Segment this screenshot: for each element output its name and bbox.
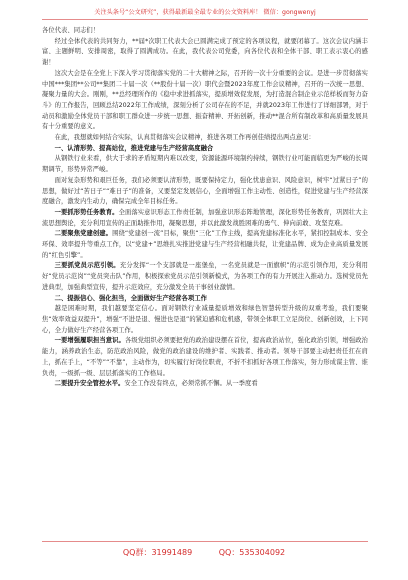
header-banner: 关注头条号“公文研究”，获得最新最全最专业的公文资料库！ 微信：gongwenyj xyxy=(94,9,316,16)
paragraph: 面对复杂形势和艰巨任务，我们必须要认清形势，既要保持定力，强化忧患意识、风险意识，树牢“过紧日子”的思想，做好过“苦日子”“难日子”的准备，又要坚定发展信心，全面增强工作主动性、创造性，促进党建与生产经营深度融合，激发内生动力，确保完成全年目标任务。 xyxy=(42,176,368,206)
footer-qq-group: QQ群：31991489 xyxy=(122,548,193,557)
footer-divider xyxy=(42,541,368,542)
paragraph: 经过全体代表的共同努力，**届*次职工代表大会已圆满完成了预定的各项议程，就要闭幕了。这次会议内涵丰富、主题鲜明、安排周密，取得了圆满成功。在此，我代表公司党委，向各位代表和全体干部、职工表示衷心的感谢！ xyxy=(42,37,368,67)
sub-item-text: 充分发挥“一个支部就是一座堡垒，一名党员就是一面旗帜”的示范引领作用，充分利用好“党员示范岗”“党员突击队”作用，积极探索党员示范引领新模式，为各项工作的有力开展注入推动力。选树党员先进典型，加强典型宣传，提升示范效应，充分激发全员干事创业激情。 xyxy=(42,262,368,291)
footer-qq: QQ：535304092 xyxy=(218,548,286,557)
sub-item xyxy=(42,379,368,390)
sub-item-text: 围绕“党建创一流”目标，聚焦“三化”工作主线，提高党建标准化水平，紧扣控制成本、安全环保、效率提升等重点工作，以“党建+”思维扎实推进党建与生产经营相融共促，让党建品牌、成为企业高质量发展的“红色引擎”。 xyxy=(42,230,368,259)
section-heading: 二、提振信心、强化担当，全面做好生产经营各项工作 xyxy=(54,294,207,302)
sub-item-text: 各级党组织必须要把党的政治建设摆在首位，提高政治站位，强化政治引领，增强政治能力，涵养政治生态，防范政治风险，做党的政治建设的维护者、实践者、推动者。领导干部要主动把责任扛在肩上，抓在手上，“不等”“不靠”，主动作为，切实履行好岗位职责，不折不扣抓好各项工作落实，努力形成谋主管、谁负责，一级抓一级、层层抓落实的工作格局。 xyxy=(42,337,368,377)
sub-item-title: 一要增强履职担当意识。 xyxy=(54,337,125,345)
sub-item-text: 全面落实意识形态工作责任制，加强意识形态阵地管理，深化形势任务教育，巩固壮大主流思想舆论，充分利用宣传的正面助推作用，凝聚思想，并以此激发战胜困难的勇气、伸向前敢、攻坚克难。 xyxy=(42,208,368,227)
paragraph: 越是困难时期，我们越要坚定信心。面对钢铁行业减量提质增效和绿色智慧转型升级的双重考验，我们要聚焦“效率效益双提升”，增强“不进是退、慢进也是退”的紧迫感和危机感，带领全体职工立足岗位、创新创效，上下同心，全力做好生产经营各项工作。 xyxy=(42,305,368,334)
footer xyxy=(0,548,408,558)
salutation: 各位代表、同志们！ xyxy=(42,27,100,34)
paragraph: 在此，我想就如何结合实际，认真贯彻落实会议精神，推进各项工作再创佳绩提出两点意见： xyxy=(54,134,315,142)
document-body xyxy=(42,26,368,536)
sub-item-title: 二要提升安全管控水平。 xyxy=(54,380,125,388)
sub-item xyxy=(42,261,368,293)
section-heading: 一、认清形势、提高站位，推进党建与生产经营高度融合 xyxy=(54,144,214,152)
sub-item-title: 二要聚焦党建创建。 xyxy=(54,230,113,238)
paragraph: 这次大会是在全党上下深入学习贯彻落实党的二十大精神之际，召开的一次十分重要的会议。是进一步贯彻落实中国***集团**公司**集团二十届一次（**股份十届一次）职代会暨2023年度工作会议精神，召开的一次统一思想、凝聚力量的大会。刚刚，**总经理所作的《稳中求进抓落实，提质增效促发展，为打造混合制企业示范样板而努力奋斗》的工作报告，回顾总结2022年工作成绩，深刻分析了公司存在的不足，并就2023年工作进行了详细部署，对于动员和激励全体党员干部和职工群众进一步统一思想、振奋精神、开拓创新，推动**混合所有制改革和高质量发展具有十分重要的意义。 xyxy=(42,69,368,131)
sub-item xyxy=(42,208,368,229)
paragraph: 从钢铁行业来看，供大于求的矛盾短期内难以改变，资源能源环境制约持续，钢铁行业可能面临更为严峻的长周期调节，形势异常严峻。 xyxy=(42,155,368,174)
header-divider xyxy=(42,19,368,20)
sub-item-text: 安全工作没有终点，必须常抓不懈。从一季度看 xyxy=(124,380,258,388)
sub-item xyxy=(42,229,368,261)
sub-item-title: 三要抓党员示范引领。 xyxy=(54,262,120,270)
sub-item-title: 一要抓形势任务教育。 xyxy=(54,208,119,216)
sub-item xyxy=(42,336,368,379)
